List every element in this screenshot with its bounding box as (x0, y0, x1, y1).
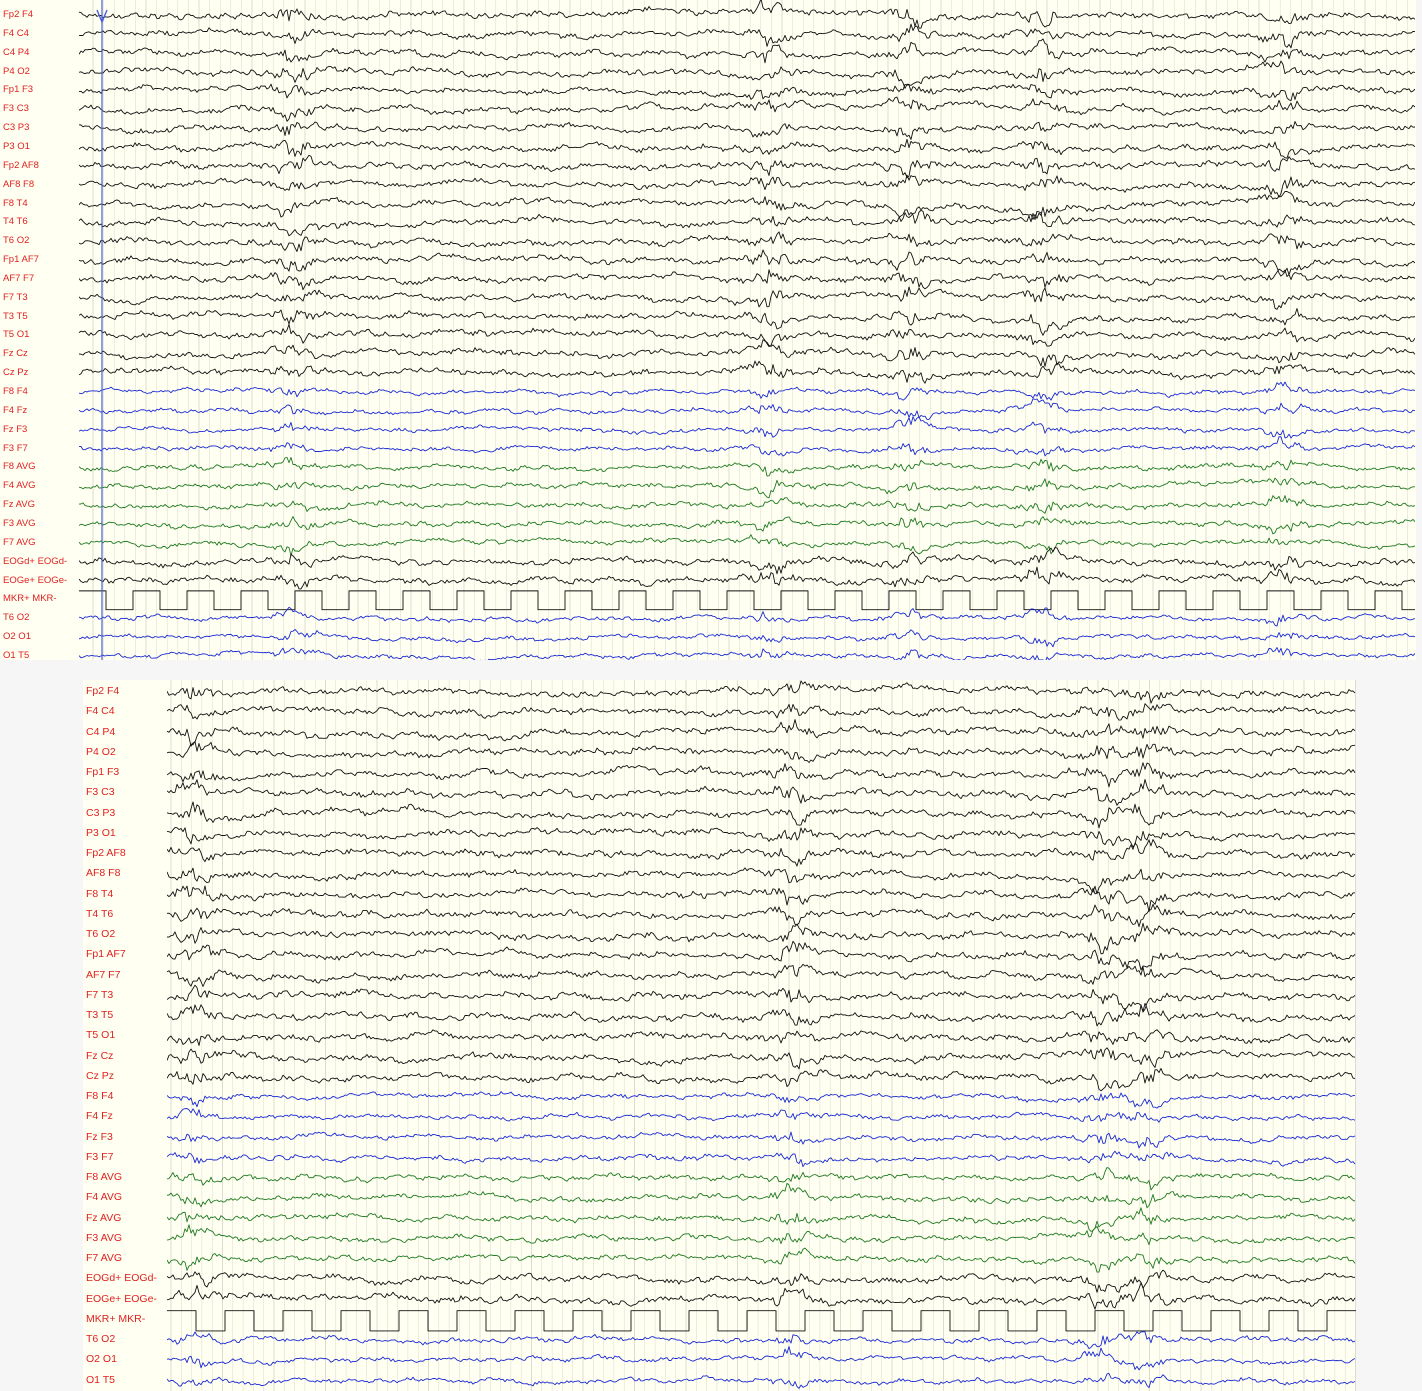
eeg-trace-f7-t3[interactable] (167, 985, 1355, 1012)
channel-label-c3-p3: C3 P3 (3, 122, 30, 134)
eeg-trace-f4-avg[interactable] (167, 1183, 1355, 1208)
channel-label-f7-t3: F7 T3 (86, 988, 114, 1001)
channel-label-f7-avg: F7 AVG (86, 1252, 122, 1264)
eeg-trace-fp2-af8[interactable] (167, 840, 1355, 867)
eeg-trace-fz-avg[interactable] (79, 496, 1415, 514)
channel-label-t6-o2: T6 O2 (86, 1333, 116, 1345)
channel-label-f4-c4: F4 C4 (86, 705, 115, 718)
channel-label-f8-f4: F8 F4 (86, 1090, 114, 1102)
channel-label-f3-avg: F3 AVG (3, 517, 36, 529)
channel-label-t6-o2: T6 O2 (86, 928, 116, 940)
eeg-trace-c4-p4[interactable] (79, 39, 1415, 63)
channel-label-fp1-f3: Fp1 F3 (3, 84, 34, 96)
eeg-trace-fp2-f4[interactable] (79, 0, 1415, 28)
channel-label-eogd-eogd: EOGd+ EOGd- (86, 1272, 157, 1285)
eeg-trace-t5-o1[interactable] (79, 324, 1415, 346)
eeg-trace-mkr-mkr[interactable] (167, 1311, 1356, 1331)
channel-label-af8-f8: AF8 F8 (3, 178, 35, 190)
eeg-trace-p3-o1[interactable] (79, 139, 1415, 158)
channel-label-f8-t4: F8 T4 (3, 197, 28, 209)
channel-label-o1-t5: O1 T5 (3, 649, 30, 661)
channel-label-eoge-eoge: EOGe+ EOGe- (3, 574, 68, 586)
eeg-trace-f7-avg[interactable] (167, 1248, 1355, 1272)
eeg-trace-o2-o1[interactable] (79, 630, 1415, 647)
eeg-trace-cz-pz[interactable] (167, 1068, 1355, 1090)
eeg-trace-f7-avg[interactable] (79, 535, 1415, 556)
channel-label-p4-o2: P4 O2 (86, 745, 116, 758)
eeg-trace-t6-o2[interactable] (167, 1332, 1355, 1349)
eeg-trace-af8-f8[interactable] (79, 175, 1415, 197)
eeg-trace-mkr-mkr[interactable] (79, 591, 1415, 610)
eeg-trace-c4-p4[interactable] (167, 720, 1355, 747)
eeg-trace-o1-t5[interactable] (167, 1374, 1355, 1389)
eeg-trace-f4-avg[interactable] (79, 478, 1415, 498)
channel-label-fz-avg: Fz AVG (86, 1211, 122, 1224)
eeg-trace-f8-avg[interactable] (79, 457, 1415, 476)
channel-label-fz-cz: Fz Cz (3, 348, 28, 360)
channel-label-f3-f7: F3 F7 (3, 442, 28, 454)
eeg-trace-fp2-f4[interactable] (167, 681, 1355, 703)
channel-label-t5-o1: T5 O1 (3, 329, 30, 341)
eeg-trace-af7-f7[interactable] (79, 269, 1415, 290)
eeg-trace-fz-cz[interactable] (167, 1048, 1355, 1069)
eeg-trace-p4-o2[interactable] (79, 61, 1415, 88)
channel-label-c3-p3: C3 P3 (86, 806, 116, 819)
eeg-trace-area[interactable] (79, 0, 1415, 660)
channel-label-af7-f7: AF7 F7 (86, 968, 121, 981)
channel-label-fz-avg: Fz AVG (3, 499, 36, 511)
channel-label-cz-pz: Cz Pz (3, 367, 29, 379)
eeg-trace-f3-f7[interactable] (167, 1151, 1355, 1167)
channel-label-fp1-f3: Fp1 F3 (86, 766, 120, 778)
eeg-trace-f3-f7[interactable] (79, 437, 1415, 456)
eeg-trace-t3-t5[interactable] (79, 309, 1415, 336)
eeg-trace-area[interactable] (167, 680, 1356, 1391)
channel-label-f8-f4: F8 F4 (3, 386, 28, 397)
eeg-trace-fp1-f3[interactable] (79, 84, 1415, 100)
eeg-trace-f8-t4[interactable] (79, 192, 1415, 222)
eeg-trace-f4-c4[interactable] (167, 704, 1355, 720)
channel-label-fp1-af7: Fp1 AF7 (86, 948, 126, 961)
channel-label-f4-avg: F4 AVG (86, 1191, 122, 1204)
eeg-trace-af8-f8[interactable] (167, 868, 1355, 894)
channel-label-f3-avg: F3 AVG (86, 1231, 122, 1244)
channel-label-p3-o1: P3 O1 (86, 826, 116, 839)
channel-label-f7-avg: F7 AVG (3, 536, 36, 548)
eeg-trace-p3-o1[interactable] (167, 828, 1355, 847)
channel-label-t4-t6: T4 T6 (86, 907, 114, 920)
channel-label-af7-f7: AF7 F7 (3, 272, 35, 284)
eeg-trace-f4-fz[interactable] (79, 399, 1415, 420)
channel-label-eoge-eoge: EOGe+ EOGe- (86, 1292, 157, 1305)
eeg-trace-f3-c3[interactable] (167, 780, 1355, 806)
eeg-trace-f8-f4[interactable] (79, 382, 1415, 400)
channel-label-fz-f3: Fz F3 (86, 1130, 113, 1143)
channel-label-c4-p4: C4 P4 (3, 46, 30, 58)
channel-label-f3-f7: F3 F7 (86, 1150, 114, 1163)
eeg-trace-c3-p3[interactable] (167, 802, 1355, 828)
eeg-trace-eoge-eoge[interactable] (167, 1283, 1355, 1309)
eeg-trace-f3-avg[interactable] (167, 1225, 1355, 1245)
eeg-trace-t5-o1[interactable] (167, 1030, 1355, 1046)
eeg-trace-fz-f3[interactable] (79, 417, 1415, 439)
channel-label-f3-c3: F3 C3 (86, 786, 115, 799)
eeg-trace-t6-o2[interactable] (167, 923, 1355, 954)
channel-label-f7-t3: F7 T3 (3, 291, 28, 303)
channel-label-fz-f3: Fz F3 (3, 423, 28, 435)
eeg-trace-p4-o2[interactable] (167, 741, 1355, 762)
channel-label-o2-o1: O2 O1 (86, 1353, 117, 1366)
channel-label-f3-c3: F3 C3 (3, 103, 29, 115)
channel-label-eogd-eogd: EOGd+ EOGd- (3, 555, 68, 567)
eeg-trace-fp1-af7[interactable] (167, 941, 1355, 970)
channel-label-f4-c4: F4 C4 (3, 27, 29, 39)
channel-label-t3-t5: T3 T5 (86, 1009, 114, 1021)
channel-label-f8-avg: F8 AVG (86, 1171, 122, 1183)
channel-label-f4-avg: F4 AVG (3, 480, 36, 492)
eeg-trace-fp1-f3[interactable] (167, 763, 1355, 787)
eeg-trace-f8-t4[interactable] (167, 886, 1355, 912)
eeg-trace-eogd-eogd[interactable] (79, 547, 1415, 574)
eeg-trace-t3-t5[interactable] (167, 1003, 1355, 1026)
eeg-montage-bottom[interactable] (83, 680, 1356, 1391)
eeg-trace-o1-t5[interactable] (79, 648, 1415, 661)
channel-label-mkr-mkr: MKR+ MKR- (86, 1312, 146, 1325)
eeg-trace-f8-avg[interactable] (167, 1168, 1355, 1191)
channel-label-fp1-af7: Fp1 AF7 (3, 254, 39, 266)
channel-label-fp2-f4: Fp2 F4 (3, 9, 34, 20)
eeg-trace-t4-t6[interactable] (167, 904, 1355, 926)
channel-label-t6-o2: T6 O2 (3, 235, 30, 247)
channel-label-fp2-af8: Fp2 AF8 (86, 847, 126, 859)
eeg-trace-eoge-eoge[interactable] (79, 567, 1415, 589)
channel-label-fp2-af8: Fp2 AF8 (3, 159, 39, 171)
eeg-trace-fp2-af8[interactable] (79, 155, 1415, 178)
eeg-trace-f3-avg[interactable] (79, 517, 1415, 534)
eeg-trace-f4-c4[interactable] (79, 24, 1415, 48)
channel-label-t5-o1: T5 O1 (86, 1029, 116, 1042)
eeg-trace-t4-t6[interactable] (79, 210, 1415, 236)
channel-label-t6-o2: T6 O2 (3, 612, 30, 624)
eeg-trace-fz-avg[interactable] (167, 1208, 1355, 1232)
channel-label-f8-t4: F8 T4 (86, 887, 114, 900)
channel-label-f8-avg: F8 AVG (3, 461, 36, 473)
eeg-montage-top[interactable] (0, 0, 1416, 660)
eeg-trace-f3-c3[interactable] (79, 97, 1415, 121)
channel-label-o2-o1: O2 O1 (3, 631, 31, 643)
channel-label-p4-o2: P4 O2 (3, 65, 30, 77)
eeg-trace-cz-pz[interactable] (79, 361, 1415, 383)
channel-label-f4-fz: F4 Fz (86, 1110, 113, 1123)
channel-label-o1-t5: O1 T5 (86, 1373, 115, 1386)
eeg-trace-t6-o2[interactable] (79, 232, 1415, 252)
channel-label-mkr-mkr: MKR+ MKR- (3, 593, 57, 605)
channel-label-cz-pz: Cz Pz (86, 1069, 115, 1082)
eeg-trace-af7-f7[interactable] (167, 964, 1355, 986)
channel-label-t3-t5: T3 T5 (3, 310, 28, 322)
eeg-trace-fz-cz[interactable] (79, 340, 1415, 367)
channel-label-fp2-f4: Fp2 F4 (86, 685, 120, 697)
eeg-trace-c3-p3[interactable] (79, 122, 1415, 140)
eeg-trace-f7-t3[interactable] (79, 287, 1415, 309)
channel-label-t4-t6: T4 T6 (3, 216, 28, 228)
eeg-trace-fp1-af7[interactable] (79, 250, 1415, 276)
eeg-trace-o2-o1[interactable] (167, 1347, 1355, 1370)
eeg-trace-f4-fz[interactable] (167, 1109, 1355, 1123)
channel-label-p3-o1: P3 O1 (3, 140, 30, 152)
eeg-trace-f8-f4[interactable] (167, 1092, 1355, 1109)
channel-label-c4-p4: C4 P4 (86, 725, 116, 738)
channel-label-fz-cz: Fz Cz (86, 1049, 114, 1062)
eeg-trace-eogd-eogd[interactable] (167, 1270, 1355, 1292)
channel-label-f4-fz: F4 Fz (3, 404, 28, 416)
eeg-trace-fz-f3[interactable] (167, 1132, 1355, 1148)
channel-label-af8-f8: AF8 F8 (86, 867, 121, 880)
